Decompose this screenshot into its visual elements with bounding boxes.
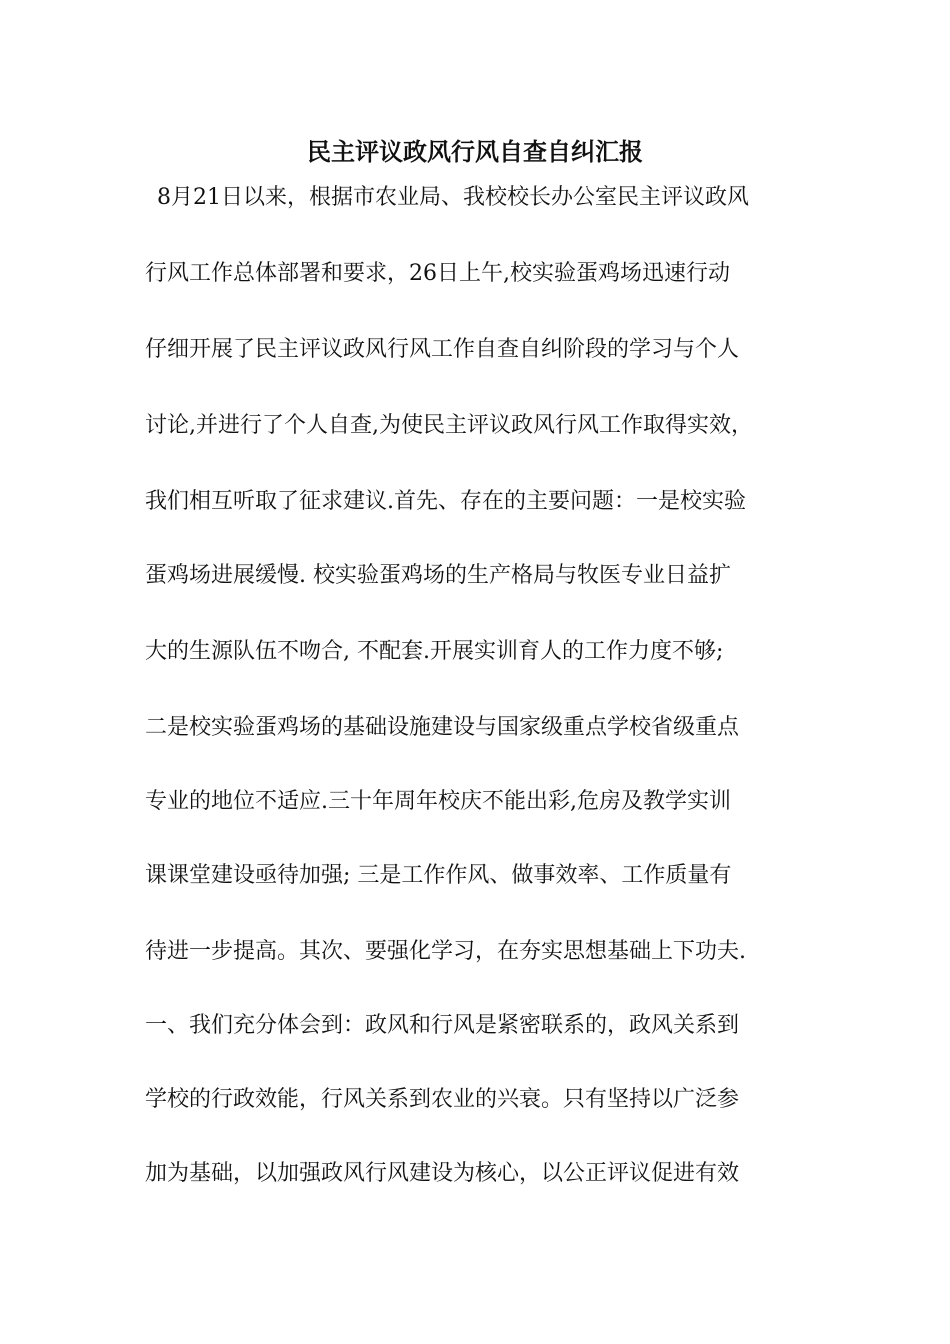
body-line: 加为基础，以加强政风行风建设为核心，以公正评议促进有效 <box>145 1161 740 1186</box>
body-line: 我们相互听取了征求建议.首先、存在的主要问题：一是校实验 <box>145 489 746 514</box>
body-line: 8月21日以来，根据市农业局、我校校长办公室民主评议政风 <box>157 185 749 210</box>
body-line: 学校的行政效能，行风关系到农业的兴衰。只有坚持以广泛参 <box>145 1087 740 1112</box>
body-line: 课课堂建设亟待加强; 三是工作作风、做事效率、工作质量有 <box>145 863 732 888</box>
body-line: 行风工作总体部署和要求，26日上午,校实验蛋鸡场迅速行动 <box>145 261 730 286</box>
body-line: 讨论,并进行了个人自查,为使民主评议政风行风工作取得实效， <box>145 413 753 438</box>
body-line: 待进一步提高。其次、要强化学习，在夯实思想基础上下功夫. <box>145 939 746 964</box>
document-title: 民主评议政风行风自查自纠汇报 <box>307 138 643 166</box>
body-line: 大的生源队伍不吻合, 不配套.开展实训育人的工作力度不够; <box>145 639 724 664</box>
body-line: 仔细开展了民主评议政风行风工作自查自纠阶段的学习与个人 <box>145 337 740 362</box>
body-line: 二是校实验蛋鸡场的基础设施建设与国家级重点学校省级重点 <box>145 715 740 740</box>
body-line: 一、我们充分体会到：政风和行风是紧密联系的，政风关系到 <box>145 1013 740 1038</box>
body-line: 蛋鸡场进展缓慢. 校实验蛋鸡场的生产格局与牧医专业日益扩 <box>145 563 731 588</box>
body-line: 专业的地位不适应.三十年周年校庆不能出彩,危房及教学实训 <box>145 789 731 814</box>
